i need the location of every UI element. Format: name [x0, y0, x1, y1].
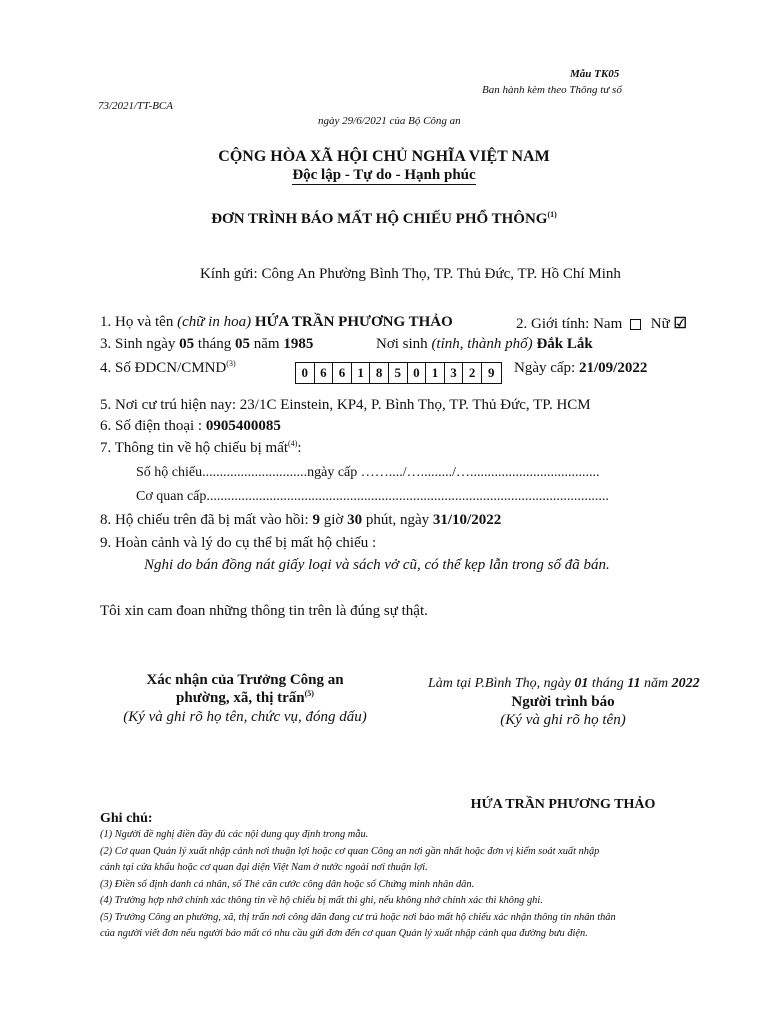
notes-list [100, 827, 760, 943]
id-note: (3) [226, 359, 236, 368]
reason-value[interactable]: Nghi do bán đồng nát giấy loại và sách vở cũ, có thể kẹp lẫn trong sổ đã bán. [144, 557, 610, 573]
issuing-agency-line[interactable]: Cơ quan cấp................................................................................................................... [136, 489, 609, 504]
note-item: (3) Điền số định danh cá nhân, số Thẻ căn cước công dân hoặc số Chứng minh nhân dân. [100, 878, 475, 890]
id-digit-cell[interactable]: 8 [370, 363, 389, 383]
id-digit-cell[interactable]: 6 [333, 363, 352, 383]
reporter-role: Người trình báo [511, 694, 615, 710]
birthplace-row [376, 336, 593, 353]
gender-female-checkbox[interactable]: ☑ [673, 316, 687, 332]
note-item: cảnh tại cửa khẩu hoặc cơ quan đại diện Việt Nam ở nước ngoài nơi thuận lợi. [100, 862, 428, 873]
issue-date-row [514, 360, 647, 377]
id-digit-box-group [295, 362, 502, 384]
lost-minute[interactable]: 30 [347, 512, 363, 528]
lost-info-note: (4) [288, 439, 298, 448]
confirm-title-2 [100, 690, 390, 707]
issue-date-value[interactable]: 21/09/2022 [578, 360, 648, 376]
id-digit-cell[interactable]: 3 [445, 363, 464, 383]
sign-year[interactable]: 2022 [671, 676, 700, 691]
note-item: (5) Trưởng Công an phường, xã, thị trấn nơi công dân đang cư trú hoặc nơi báo mất hộ chiếu xác nhận thông tin nhân thân [100, 911, 616, 923]
id-label: 4. Số ĐDCN/CMND [100, 360, 227, 376]
gender-row [516, 314, 687, 333]
notes-heading: Ghi chú: [100, 811, 153, 826]
confirm-title-1: Xác nhận của Trưởng Công an [146, 672, 344, 688]
phone-value[interactable]: 0905400085 [205, 418, 281, 434]
id-digit-cell[interactable]: 6 [315, 363, 334, 383]
sign-day[interactable]: 01 [574, 676, 589, 691]
id-digit-cell[interactable]: 0 [296, 363, 315, 383]
id-digit-cell[interactable]: 1 [352, 363, 371, 383]
birthplace-label: Nơi sinh [376, 336, 428, 352]
sign-month[interactable]: 11 [627, 676, 641, 691]
name-value[interactable]: HỨA TRẦN PHƯƠNG THẢO [254, 314, 453, 330]
commitment: Tôi xin cam đoan những thông tin trên là đúng sự thật. [100, 603, 428, 619]
place-prefix: Làm tại P.Bình Thọ, ngày [428, 676, 571, 691]
lost-minute-unit: phút, ngày [365, 512, 430, 528]
issue-date-label: Ngày cấp: [514, 360, 576, 376]
id-digit-cell[interactable]: 0 [408, 363, 427, 383]
residence-value[interactable]: 23/1C Einstein, KP4, P. Bình Thọ, TP. Thủ Đức, TP. HCM [239, 397, 591, 413]
gender-label: 2. Giới tính: Nam [516, 316, 623, 332]
passport-number-line[interactable]: Số hộ chiếu..............................ngày cấp ……..../…........./…..................................... [136, 465, 600, 480]
nation-header: CỘNG HÒA XÃ HỘI CHỦ NGHĨA VIỆT NAM [218, 148, 550, 165]
signer-name: HỨA TRẦN PHƯƠNG THẢO [470, 797, 656, 812]
dob-year-label: năm [253, 336, 280, 352]
confirm-note: (5) [304, 689, 314, 698]
note-item: của người viết đơn nếu người báo mất có nhu cầu gửi đơn đến cơ quan Quản lý xuất nhập cảnh qua đường bưu điện. [100, 928, 588, 939]
circular-number: 73/2021/TT-BCA [98, 100, 173, 112]
issued-line-2: ngày 29/6/2021 của Bộ Công an [318, 115, 461, 127]
id-digit-cell[interactable]: 2 [463, 363, 482, 383]
title-note: (1) [547, 210, 557, 219]
issued-line-1: Ban hành kèm theo Thông tư số [482, 84, 622, 96]
dob-year[interactable]: 1985 [283, 336, 314, 352]
lost-date[interactable]: 31/10/2022 [432, 512, 502, 528]
name-label: 1. Họ và tên [100, 314, 174, 330]
phone-label: 6. Số điện thoại : [100, 418, 203, 434]
motto-text: Độc lập - Tự do - Hạnh phúc [292, 167, 476, 183]
id-digit-cell[interactable]: 5 [389, 363, 408, 383]
id-number-boxes[interactable] [287, 362, 502, 384]
dob-day[interactable]: 05 [179, 336, 195, 352]
lost-hour-unit: giờ [323, 512, 344, 528]
recipient: Kính gửi: Công An Phường Bình Thọ, TP. Thủ Đức, TP. Hồ Chí Minh [200, 266, 621, 282]
motto [0, 167, 768, 184]
reporter-hint: (Ký và ghi rõ họ tên) [500, 712, 626, 728]
confirm-hint: (Ký và ghi rõ họ tên, chức vụ, đóng dấu) [123, 709, 367, 725]
sign-year-label: năm [644, 676, 669, 691]
field-name-row [100, 314, 453, 331]
id-row [100, 360, 236, 377]
name-hint: (chữ in hoa) [177, 314, 252, 330]
sign-month-label: tháng [591, 676, 624, 691]
dob-month[interactable]: 05 [235, 336, 250, 352]
place-date-line [428, 676, 700, 692]
dob-month-label: tháng [197, 336, 232, 352]
form-code: Mẫu TK05 [570, 68, 620, 80]
id-digit-cell[interactable]: 9 [487, 365, 495, 380]
birthplace-hint: (tỉnh, thành phố) [431, 336, 533, 352]
gender-female-label: Nữ [650, 316, 670, 332]
note-item: (4) Trường hợp nhớ chính xác thông tin về hộ chiếu bị mất thì ghi, nếu không nhớ chính xác thì không ghi. [100, 895, 543, 906]
dob-row [100, 336, 313, 353]
lost-info-row: 7. Thông tin về hộ chiếu bị mất$^{(4)}$: [100, 439, 302, 456]
note-item: (2) Cơ quan Quản lý xuất nhập cảnh nơi thuận lợi hoặc cơ quan Công an nơi gần nhất hoặc đơn vị kiểm soát xuất nhập [100, 845, 600, 857]
dob-label: 3. Sinh ngày [100, 336, 176, 352]
birthplace-value[interactable]: Đắk Lắk [536, 336, 593, 352]
confirm-title-2-text: phường, xã, thị trấn [176, 690, 305, 706]
lost-info-label: 7. Thông tin về hộ chiếu bị mất [100, 440, 289, 456]
title-text: ĐƠN TRÌNH BÁO MẤT HỘ CHIẾU PHỔ THÔNG [211, 211, 548, 227]
reason-label: 9. Hoàn cảnh và lý do cụ thể bị mất hộ chiếu : [100, 535, 377, 551]
phone-row [100, 418, 281, 435]
note-item: (1) Người đề nghị điền đầy đủ các nội dung quy định trong mẫu. [100, 829, 369, 840]
id-digit-cell[interactable]: 1 [426, 363, 445, 383]
gender-male-checkbox[interactable] [630, 319, 641, 330]
lost-hour[interactable]: 9 [312, 512, 320, 528]
residence-label: 5. Nơi cư trú hiện nay: [100, 397, 237, 413]
lost-time-label: 8. Hộ chiếu trên đã bị mất vào hồi: [100, 512, 309, 528]
lost-time-row [100, 512, 501, 529]
page-title [0, 211, 768, 228]
residence-row [100, 397, 591, 414]
